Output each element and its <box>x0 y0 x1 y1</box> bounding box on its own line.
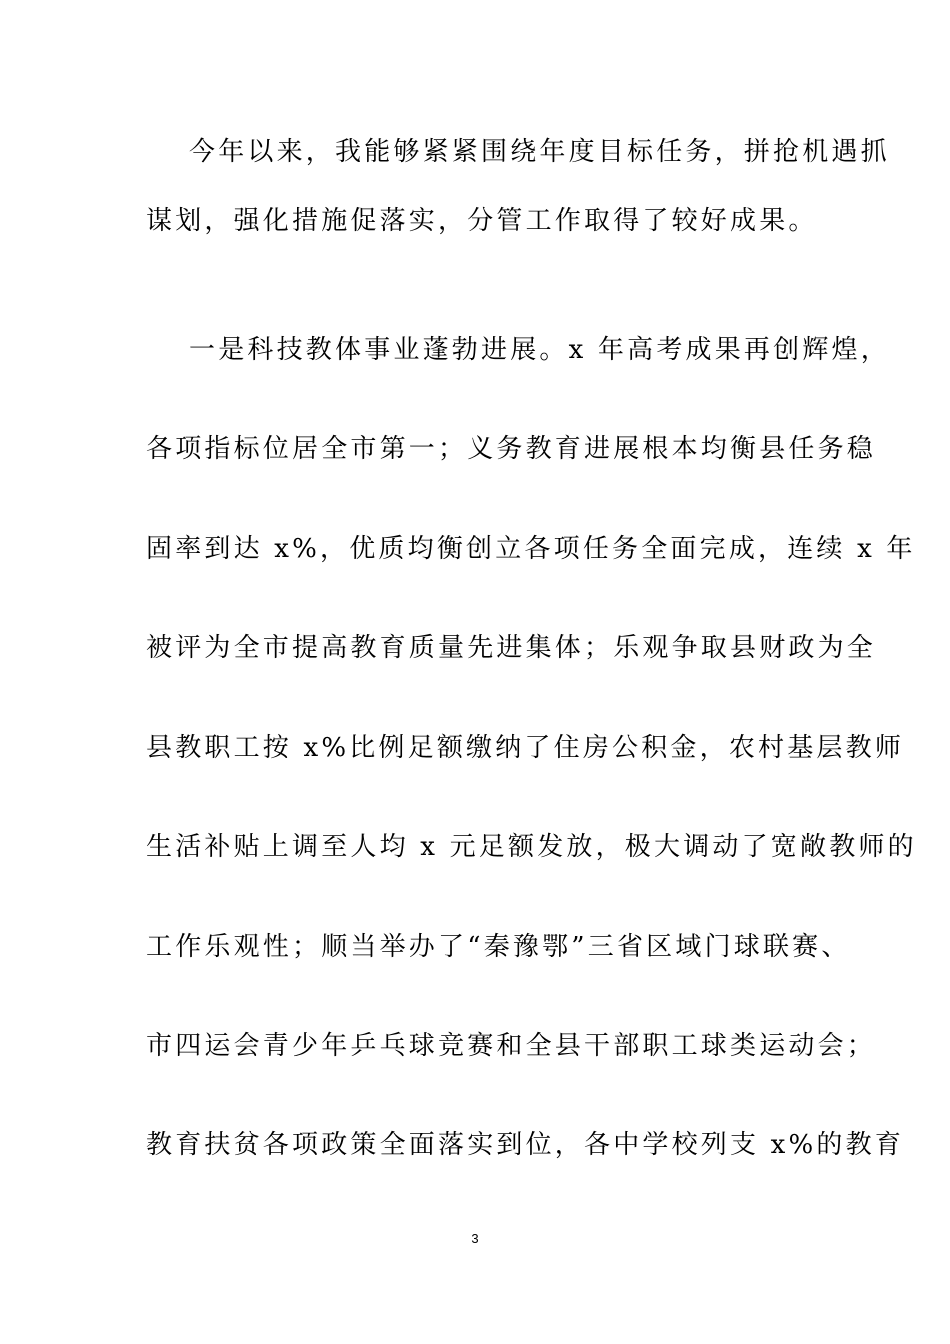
paragraph-2-line-4: 被评为全市提高教育质量先进集体；乐观争取县财政为全 <box>146 633 877 663</box>
paragraph-1-line-2: 谋划，强化措施促落实，分管工作取得了较好成果。 <box>146 206 818 236</box>
paragraph-2-line-3: 固率到达 x%，优质均衡创立各项任务全面完成，连续 x 年 <box>146 534 916 564</box>
paragraph-2-line-7: 工作乐观性；顺当举办了“秦豫鄂”三省区域门球联赛、 <box>146 932 851 962</box>
paragraph-1-line-1: 今年以来，我能够紧紧围绕年度目标任务，拼抢机遇抓 <box>189 137 890 167</box>
page-number: 3 <box>471 1231 479 1246</box>
paragraph-2-line-8: 市四运会青少年乒乓球竞赛和全县干部职工球类运动会； <box>146 1031 877 1061</box>
paragraph-2-line-6: 生活补贴上调至人均 x 元足额发放，极大调动了宽敞教师的 <box>146 832 917 862</box>
paragraph-2-line-1: 一是科技教体事业蓬勃进展。x 年高考成果再创辉煌， <box>189 335 890 365</box>
paragraph-2-line-9: 教育扶贫各项政策全面落实到位，各中学校列支 x%的教育 <box>146 1130 905 1160</box>
paragraph-2-line-5: 县教职工按 x%比例足额缴纳了住房公积金，农村基层教师 <box>146 733 905 763</box>
paragraph-2-line-2: 各项指标位居全市第一；义务教育进展根本均衡县任务稳 <box>146 434 877 464</box>
